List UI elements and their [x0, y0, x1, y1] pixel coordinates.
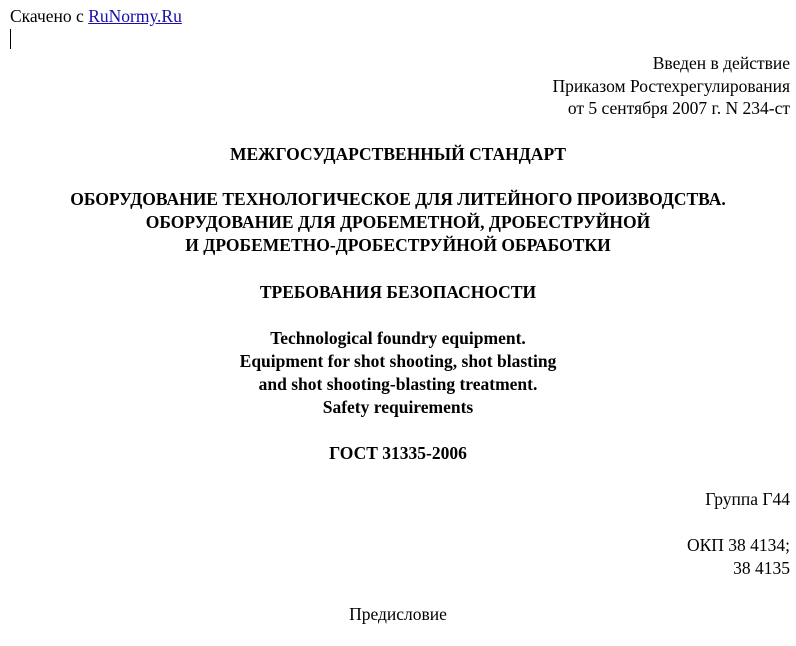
enactment-notice	[553, 52, 790, 120]
title-en-line-2: Equipment for shot shooting, shot blasting	[239, 351, 557, 371]
text-cursor	[10, 29, 11, 49]
runormy-link[interactable]: RuNormy.Ru	[88, 6, 182, 26]
download-source-line	[10, 6, 182, 26]
title-ru-line-1: ОБОРУДОВАНИЕ ТЕХНОЛОГИЧЕСКОЕ ДЛЯ ЛИТЕЙНОГО ПРОИЗВОДСТВА.	[70, 189, 726, 209]
subtitle-ru: ТРЕБОВАНИЯ БЕЗОПАСНОСТИ	[259, 282, 537, 302]
title-ru-line-2: ОБОРУДОВАНИЕ ДЛЯ ДРОБЕМЕТНОЙ, ДРОБЕСТРУЙНОЙ	[145, 212, 651, 232]
standard-kind-heading: МЕЖГОСУДАРСТВЕННЫЙ СТАНДАРТ	[229, 144, 567, 164]
standard-code: ГОСТ 31335-2006	[329, 443, 467, 463]
download-source-prefix: Скачено с	[10, 6, 89, 26]
group-code: Группа Г44	[705, 489, 790, 509]
title-en-line-3: and shot shooting-blasting treatment.	[258, 374, 538, 394]
title-ru-line-3: И ДРОБЕМЕТНО-ДРОБЕСТРУЙНОЙ ОБРАБОТКИ	[185, 235, 611, 255]
enactment-line-2: Приказом Ростехрегулирования	[552, 75, 790, 96]
enactment-line-3: от 5 сентября 2007 г. N 234-ст	[567, 98, 790, 118]
okp-code-line-2: 38 4135	[733, 558, 790, 578]
enactment-line-1: Введен в действие	[652, 53, 790, 73]
title-en-line-1: Technological foundry equipment.	[270, 328, 526, 348]
okp-code-line-1: ОКП 38 4134;	[686, 535, 790, 555]
title-en-line-4: Safety requirements	[322, 397, 474, 417]
preface-heading: Предисловие	[349, 604, 447, 624]
